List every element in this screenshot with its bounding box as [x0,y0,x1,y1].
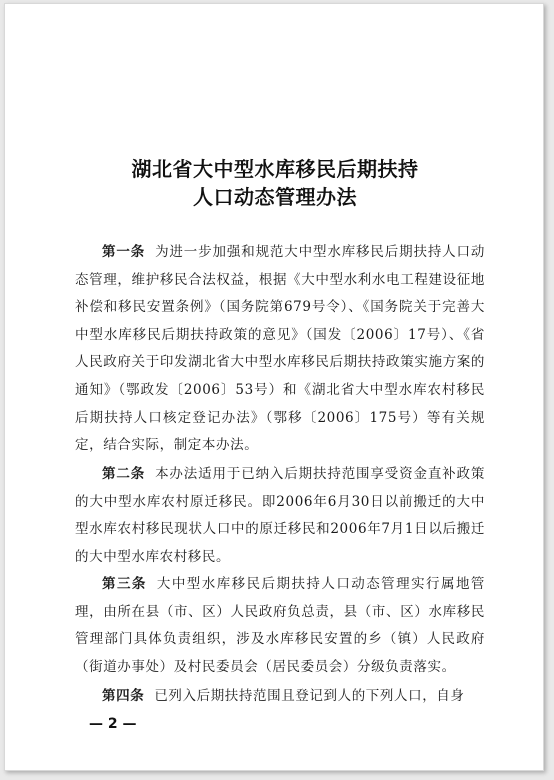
article-text: 已列入后期扶持范围且登记到人的下列人口，自身 [154,688,465,704]
article-text: 大中型水库移民后期扶持人口动态管理实行属地管理，由所在县（市、区）人民政府负总责，县（市、区）水库移民管理部门具体负责组织，涉及水库移民安置的乡（镇）人民政府（街道办事处）及村民委员会（居民委员会）分级负责落实。 [75,576,485,675]
article-label: 第二条 [102,466,146,482]
article-label: 第四条 [102,688,145,704]
document-page [4,3,544,771]
article-label: 第一条 [102,244,146,260]
article-4 [75,683,485,711]
article-text: 本办法适用于已纳入后期扶持范围享受资金直补政策的大中型水库农村原迁移民。即2006年6月30日以前搬迁的大中型水库农村移民现状人口中的原迁移民和2006年7月1日以后搬迁的大中型水库农村移民。 [75,466,485,565]
article-2 [75,461,485,571]
article-1 [75,239,485,460]
document-title-line-2: 人口动态管理办法 [193,185,357,209]
article-3 [75,571,485,681]
article-label: 第三条 [102,576,147,592]
page-number: — 2 — [89,716,137,732]
article-text: 为进一步加强和规范大中型水库移民后期扶持人口动态管理，维护移民合法权益，根据《大中型水利水电工程建设征地补偿和移民安置条例》（国务院第679号令）、《国务院关于完善大中型水库移民后期扶持政策的意见》（国发〔2006〕17号）、《省人民政府关于印发湖北省大中型水库移民后期扶持政策实施方案的通知》（鄂政发〔2006〕53号）和《湖北省大中型水库农村移民后期扶持人口核定登记办法》（鄂移〔2006〕175号）等有关规定，结合实际，制定本办法。 [75,244,485,454]
document-title-line-1: 湖北省大中型水库移民后期扶持 [131,157,419,181]
